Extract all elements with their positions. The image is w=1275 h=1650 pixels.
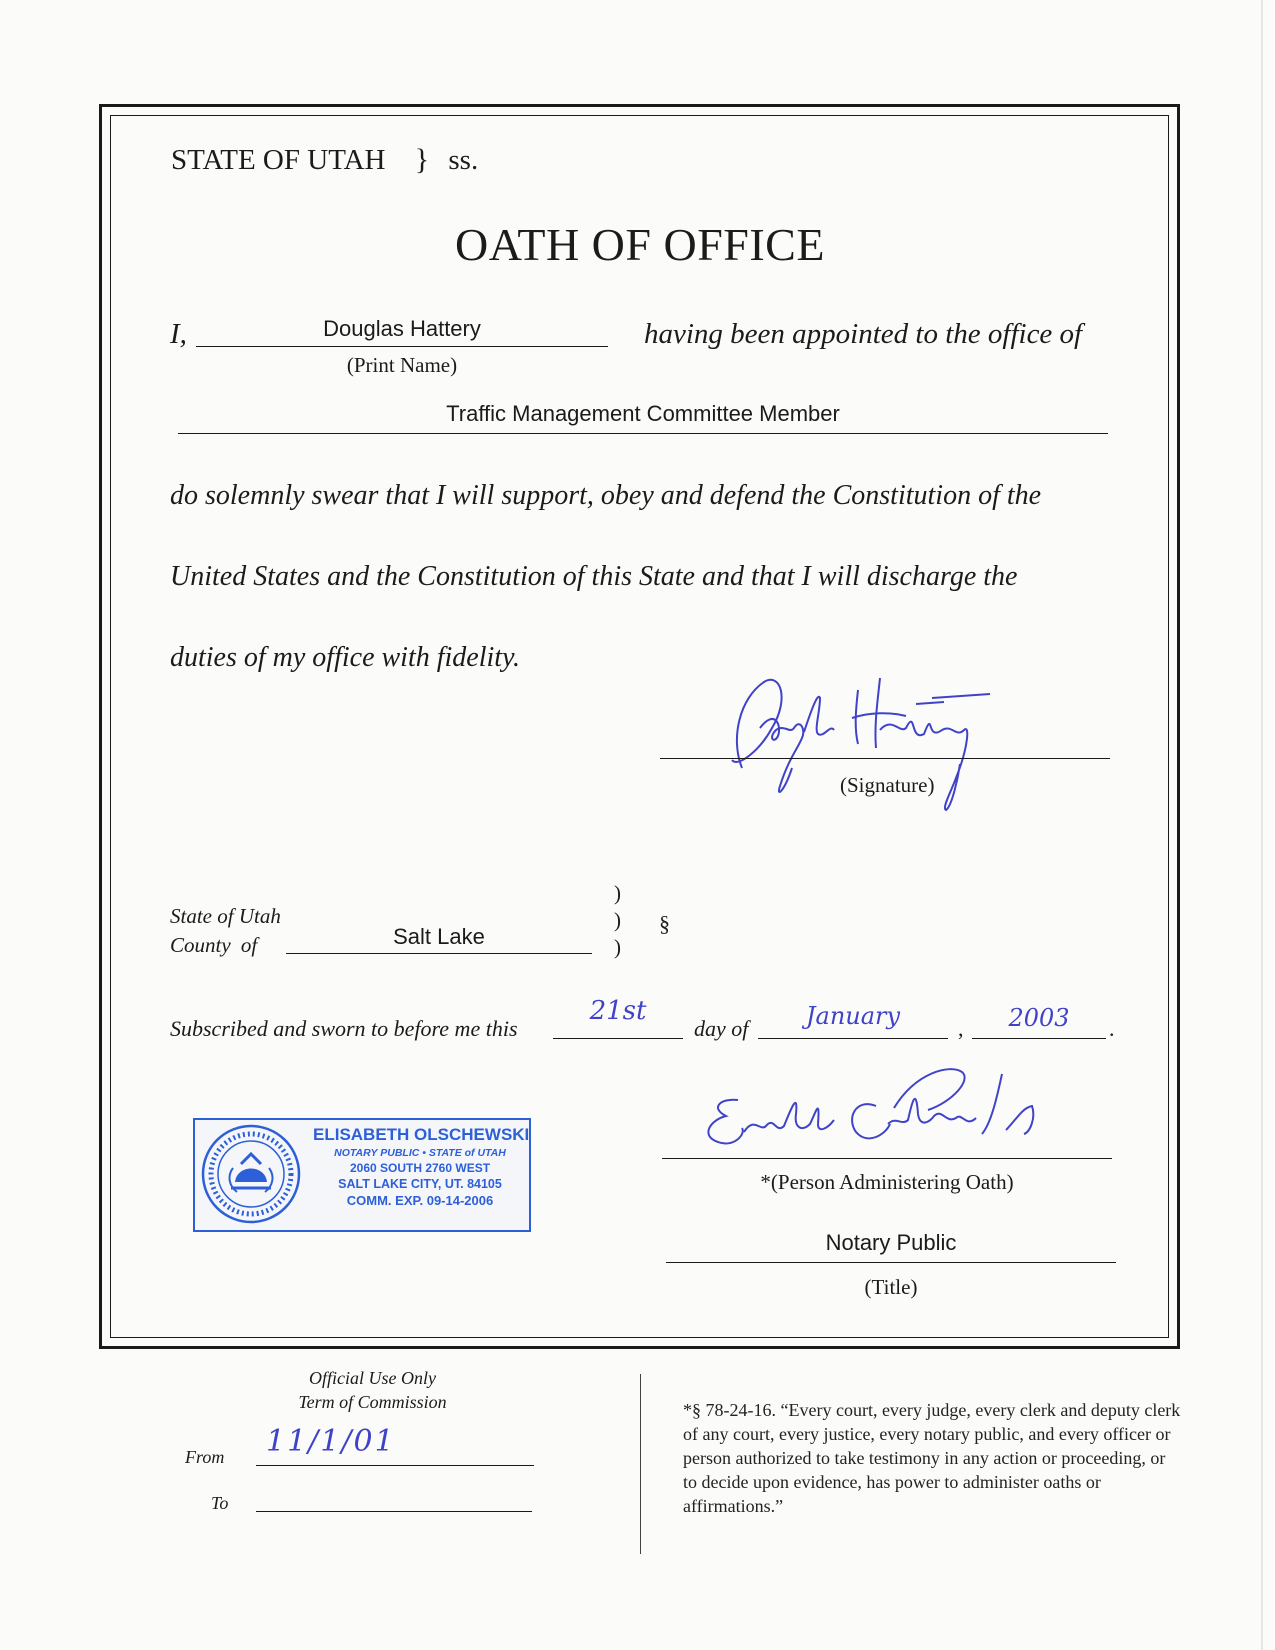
print-name-caption: (Print Name): [346, 353, 458, 377]
office-line: [178, 433, 1108, 434]
administrator-signature-line: [662, 1158, 1112, 1159]
signature-line: [660, 758, 1110, 759]
jurisdiction-state: State of Utah: [170, 904, 281, 928]
stamp-line-3: SALT LAKE CITY, UT. 84105: [338, 1177, 502, 1191]
print-name-line: [196, 346, 608, 347]
page-title: OATH OF OFFICE: [455, 219, 825, 270]
day-value: 21st: [589, 996, 647, 1026]
date-period: .: [1109, 1016, 1115, 1041]
year-value: 2003: [1008, 1004, 1070, 1032]
month-value: January: [805, 1002, 901, 1030]
title-line: [666, 1262, 1116, 1263]
state-label: STATE OF UTAH: [171, 144, 386, 176]
from-line: [256, 1465, 534, 1466]
oath-text-line-1: do solemnly swear that I will support, obey and defend the Constitution of the: [170, 480, 1042, 511]
sworn-prefix: Subscribed and sworn to before me this: [170, 1016, 518, 1041]
state-header: [171, 143, 478, 177]
signature-caption: (Signature): [840, 773, 935, 797]
pronoun-i: I,: [170, 318, 187, 350]
day-line: [553, 1038, 683, 1039]
jurisdiction-parens: [614, 880, 621, 961]
print-name-value: Douglas Hattery: [323, 316, 481, 341]
date-comma: ,: [958, 1016, 964, 1041]
term-of-commission-heading: Term of Commission: [298, 1392, 447, 1412]
stamp-line-4: COMM. EXP. 09-14-2006: [346, 1193, 494, 1208]
stamp-name: ELISABETH OLSCHEWSKI: [313, 1125, 530, 1144]
oath-text-line-3: duties of my office with fidelity.: [170, 642, 520, 673]
administrator-caption: *(Person Administering Oath): [760, 1170, 1014, 1194]
stamp-line-1: NOTARY PUBLIC • STATE of UTAH: [334, 1147, 506, 1159]
month-line: [758, 1038, 948, 1039]
administrator-signature: [680, 1062, 1100, 1182]
to-line: [256, 1511, 532, 1512]
official-use-heading: Official Use Only: [309, 1368, 436, 1388]
section-divider: [640, 1374, 641, 1554]
brace: }: [414, 143, 430, 176]
stamp-line-2: 2060 SOUTH 2760 WEST: [349, 1161, 491, 1175]
from-value: 11/1/01: [266, 1424, 396, 1459]
county-line: [286, 953, 592, 954]
county-label: County of: [170, 933, 258, 957]
office-value: Traffic Management Committee Member: [446, 401, 840, 426]
paren-2: ): [614, 908, 621, 932]
notary-seal: [197, 1120, 307, 1230]
oath-text-line-2: United States and the Constitution of this State and that I will discharge the: [170, 561, 1018, 592]
year-line: [972, 1038, 1106, 1039]
section-symbol: §: [659, 911, 670, 936]
title-caption: (Title): [864, 1275, 918, 1299]
to-label: To: [211, 1493, 229, 1513]
paren-1: ): [614, 881, 621, 905]
administrator-title-value: Notary Public: [825, 1230, 957, 1255]
paren-3: ): [614, 935, 621, 959]
ss-label: ss.: [448, 144, 479, 176]
statute-text: *§ 78-24-16. “Every court, every judge, every clerk and deputy clerk of any court, every justice, every notary public, and every officer or person authorized to take testimony in any action or proceeding, or to decide upon evidence, has power to administer oaths or affirmations.”: [683, 1400, 1181, 1516]
notary-stamp: [193, 1118, 531, 1232]
from-label: From: [185, 1447, 225, 1467]
appointed-text: having been appointed to the office of: [644, 318, 1083, 350]
page-edge: [1261, 0, 1263, 1650]
day-of-label: day of: [694, 1016, 749, 1041]
stamp-text: [313, 1125, 530, 1208]
county-value: Salt Lake: [393, 924, 485, 949]
oath-taker-signature: [720, 668, 1050, 828]
